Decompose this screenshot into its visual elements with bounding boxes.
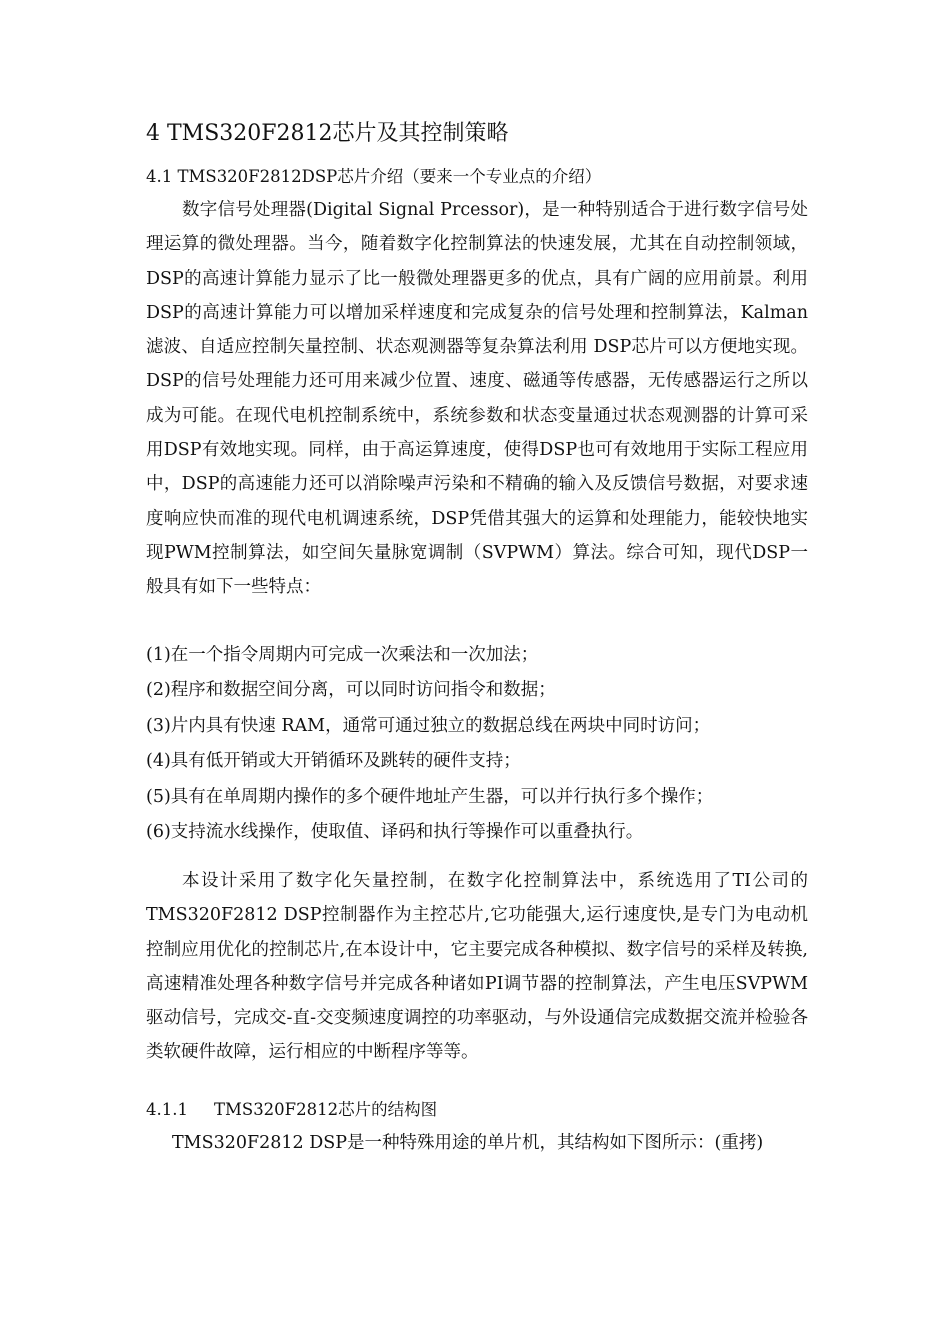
structure-sentence: TMS320F2812 DSP是一种特殊用途的单片机，其结构如下图所示：(重拷) [172, 1133, 764, 1153]
subsection-number: 4.1.1 [146, 1100, 188, 1119]
subsection-title: TMS320F2812芯片的结构图 [213, 1100, 438, 1119]
section-heading: 4.1 TMS320F2812DSP芯片介绍（要来一个专业点的介绍） [146, 167, 602, 186]
feature-item-4: (4)具有低开销或大开销循环及跳转的硬件支持； [146, 751, 521, 772]
feature-item-2: (2)程序和数据空间分离，可以同时访问指令和数据； [146, 680, 556, 701]
feature-list [146, 638, 808, 850]
feature-item-5: (5)具有在单周期内操作的多个硬件地址产生器，可以并行执行多个操作； [146, 786, 714, 807]
feature-item-3: (3)片内具有快速 RAM，通常可通过独立的数据总线在两块中同时访问； [146, 715, 711, 736]
chapter-heading: 4 TMS320F2812芯片及其控制策略 [146, 121, 509, 146]
design-paragraph: 本设计采用了数字化矢量控制，在数字化控制算法中，系统选用了TI公司的 TMS320F2812 DSP控制器作为主控芯片,它功能强大,运行速度快,是专门为电动机控制应用优化的控制芯片,在本设计中，它主要完成各种模拟、数字信号的采样及转换,高速精准处理各种数字信号并完成各种诸如PI调节器的控制算法，产生电压SVPWM驱动信号，完成交-直-交变频速度调控的功率驱动，与外设通信完成数据交流并检验各类软硬件故障，运行相应的中断程序等等。 [146, 871, 808, 1063]
feature-item-1: (1)在一个指令周期内可完成一次乘法和一次加法； [146, 645, 539, 665]
intro-paragraph: 数字信号处理器(Digital Signal Prcessor)，是一种特别适合于进行数字信号处理运算的微处理器。当今，随着数字化控制算法的快速发展，尤其在自动控制领域，DSP的高速计算能力显示了比一般微处理器更多的优点，具有广阔的应用前景。利用DSP的高速计算能力可以增加采样速度和完成复杂的信号处理和控制算法，Kalman滤波、自适应控制矢量控制、状态观测器等复杂算法利用 DSP芯片可以方便地实现。DSP的信号处理能力还可用来减少位置、速度、磁通等传感器，无传感器运行之所以成为可能。在现代电机控制系统中，系统参数和状态变量通过状态观测器的计算可采用DSP有效地实现。同样，由于高运算速度，使得DSP也可有效地用于实际工程应用中，DSP的高速能力还可以消除噪声污染和不精确的输入及反馈信号数据，对要求速度响应快而准的现代电机调速系统，DSP凭借其强大的运算和处理能力，能较快地实现PWM控制算法，如空间矢量脉宽调制（SVPWM）算法。综合可知，现代DSP一般具有如下一些特点： [146, 200, 808, 598]
subsection-heading [146, 1096, 437, 1120]
feature-item-6: (6)支持流水线操作，使取值、译码和执行等操作可以重叠执行。 [146, 821, 644, 842]
